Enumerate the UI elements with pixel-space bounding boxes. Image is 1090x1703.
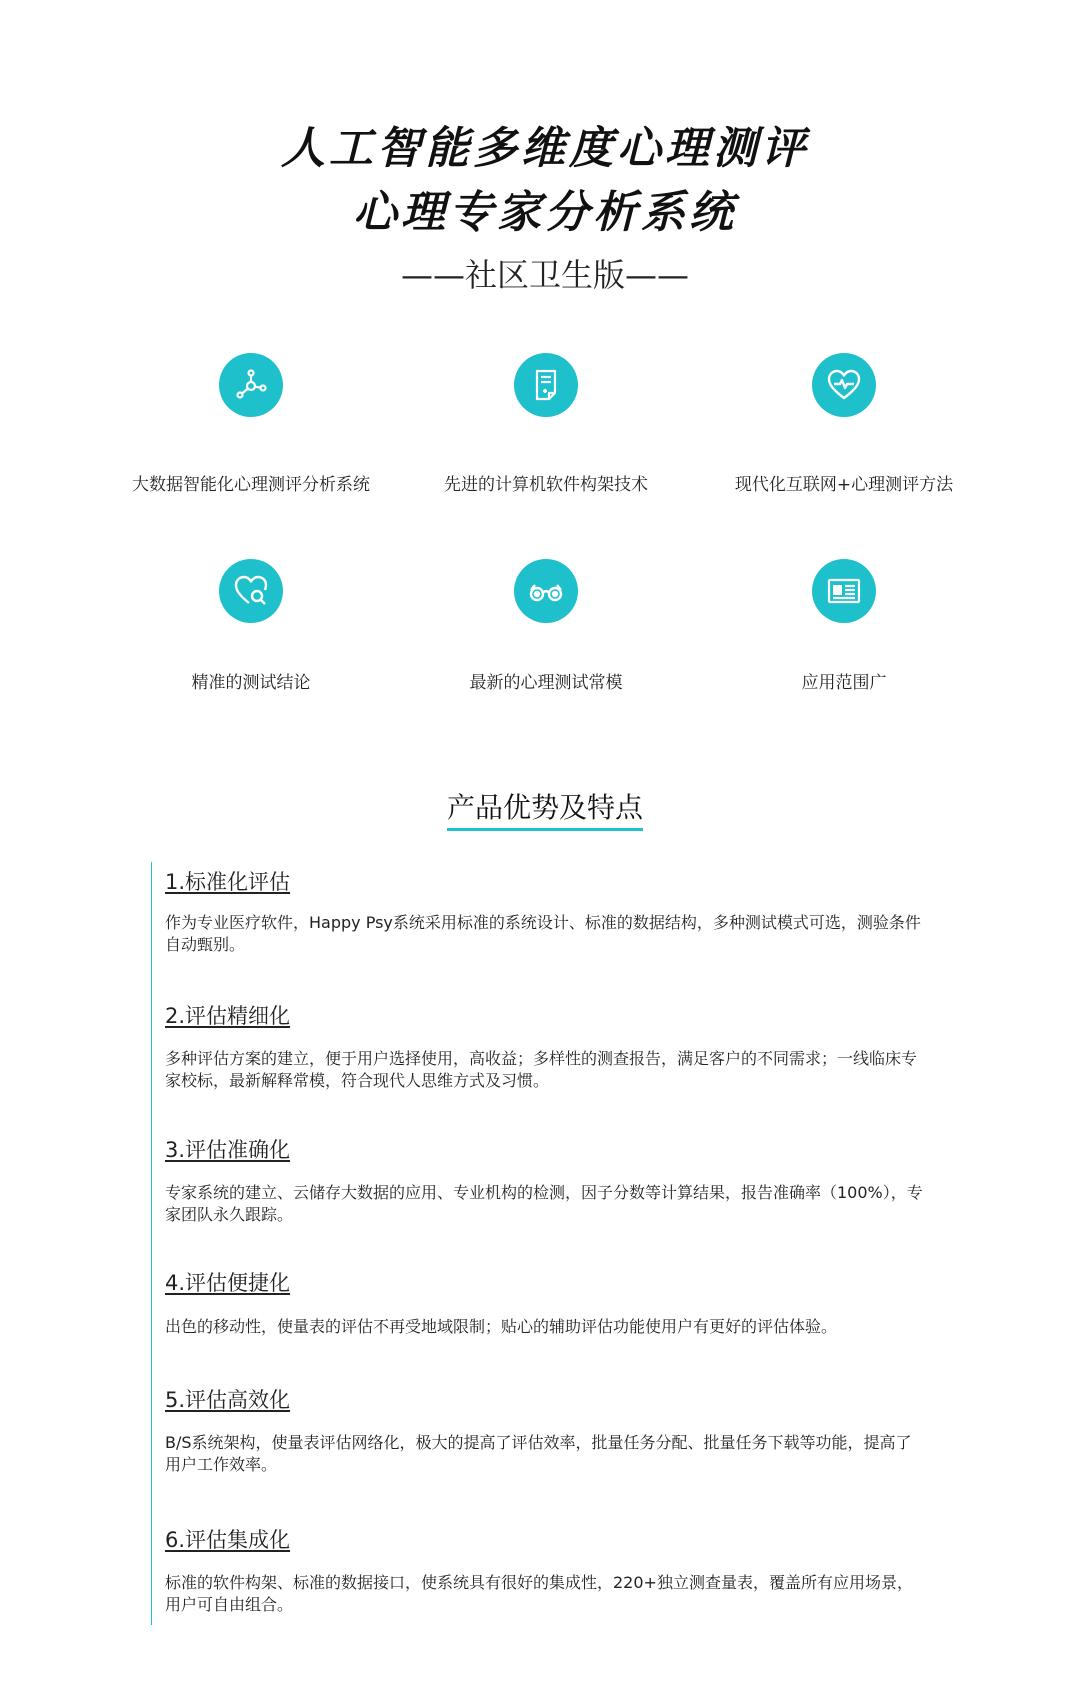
feature-big-data [101,353,401,495]
advantage-heading: 5.评估高效化 [165,1388,291,1412]
feature-label: 现代化互联网+心理测评方法 [734,475,954,495]
feature-label: 精准的测试结论 [191,673,311,693]
feature-latest-norms [396,559,696,693]
feature-wide-application [694,559,994,693]
id-card-icon [812,559,876,623]
feature-label: 大数据智能化心理测评分析系统 [132,475,370,495]
heart-search-icon [219,559,283,623]
feature-accurate-conclusion [101,559,401,693]
advantage-body: 多种评估方案的建立，便于用户选择使用，高收益；多样性的测查报告，满足客户的不同需求；一线临床专家校标，最新解释常模，符合现代人思维方式及习惯。 [165,1049,918,1090]
page-subtitle: ——社区卫生版—— [400,256,689,294]
advantage-body: 作为专业医疗软件，Happy Psy系统采用标准的系统设计、标准的数据结构，多种测试模式可选，测验条件自动甄别。 [165,913,921,954]
advantage-body: B/S系统架构，使量表评估网络化，极大的提高了评估效率，批量任务分配、批量任务下载等功能，提高了用户工作效率。 [165,1433,912,1474]
molecule-network-icon [219,353,283,417]
page-title-line-1: 人工智能多维度心理测评 [281,123,809,174]
advantage-body: 专家系统的建立、云储存大数据的应用、专业机构的检测，因子分数等计算结果，报告准确率（100%），专家团队永久跟踪。 [165,1183,923,1224]
medical-document-icon [514,353,578,417]
divider-rule [151,862,152,1625]
advantage-heading: 4.评估便捷化 [165,1271,291,1295]
feature-internet-method [694,353,994,495]
advantage-heading: 6.评估集成化 [165,1528,291,1552]
advantage-heading: 3.评估准确化 [165,1138,291,1162]
feature-software-architecture [396,353,696,495]
feature-label: 最新的心理测试常模 [469,673,623,693]
feature-label: 先进的计算机软件构架技术 [444,475,648,495]
section-title-text: 产品优势及特点 [447,786,643,831]
page-title-line-2: 心理专家分析系统 [353,187,737,238]
heart-pulse-icon [812,353,876,417]
advantage-heading: 2.评估精细化 [165,1004,291,1028]
section-title [0,786,1090,831]
glasses-icon [514,559,578,623]
feature-label: 应用范围广 [801,673,887,693]
advantage-body: 出色的移动性，使量表的评估不再受地域限制；贴心的辅助评估功能使用户有更好的评估体验。 [165,1317,838,1336]
advantage-heading: 1.标准化评估 [165,870,291,894]
advantage-body: 标准的软件构架、标准的数据接口，使系统具有很好的集成性，220+独立测查量表，覆盖所有应用场景，用户可自由组合。 [165,1573,913,1614]
